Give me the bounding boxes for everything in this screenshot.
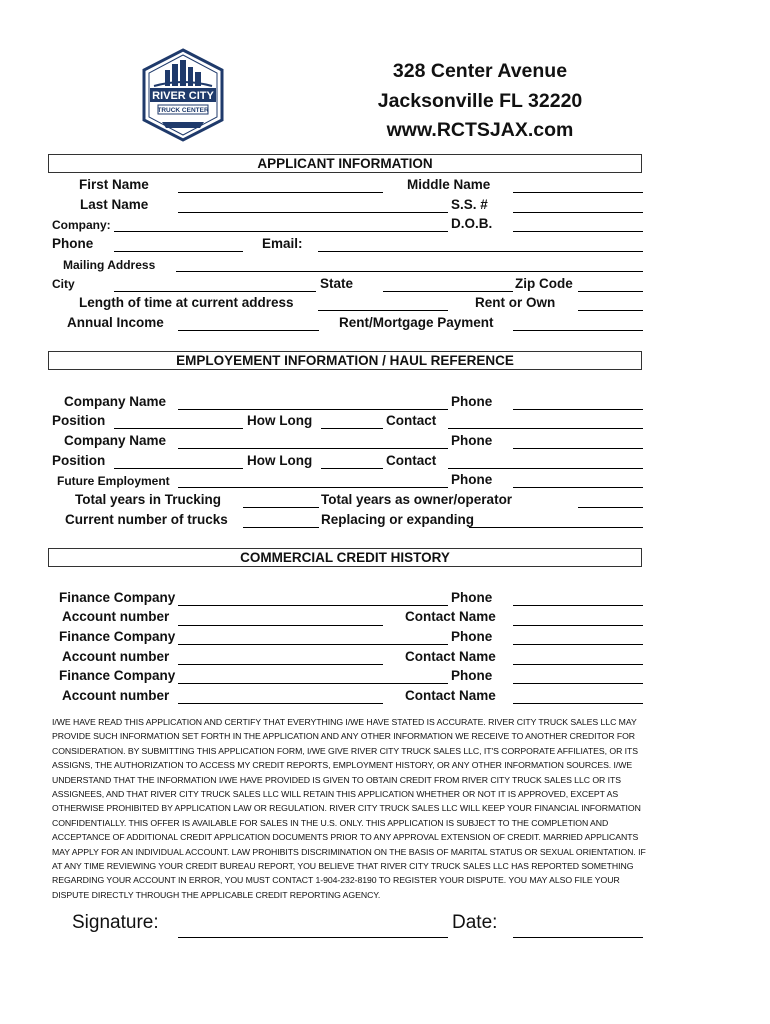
company-name-field-1[interactable] xyxy=(178,409,448,410)
contact-name-field-2[interactable] xyxy=(513,664,643,665)
future-phone-field[interactable] xyxy=(513,487,643,488)
contact-name-label-2: Contact Name xyxy=(405,649,496,664)
last-name-label: Last Name xyxy=(80,197,149,212)
address-line-1: 328 Center Avenue xyxy=(392,60,568,82)
credit-phone-label-2: Phone xyxy=(451,629,493,644)
city-label: City xyxy=(52,277,75,291)
middle-name-label: Middle Name xyxy=(407,177,491,192)
website: www.RCTSJAX.com xyxy=(386,119,574,141)
contact-name-field-3[interactable] xyxy=(513,703,643,704)
finance-company-field-1[interactable] xyxy=(178,605,448,606)
phone-label: Phone xyxy=(52,236,94,251)
credit-phone-label-3: Phone xyxy=(451,668,493,683)
contact-name-label-3: Contact Name xyxy=(405,688,496,703)
account-number-field-2[interactable] xyxy=(178,664,383,665)
company-label: Company: xyxy=(52,218,111,232)
company-name-label-2: Company Name xyxy=(64,433,167,448)
credit-phone-field-1[interactable] xyxy=(513,605,643,606)
time-at-address-field[interactable] xyxy=(318,310,448,311)
credit-phone-label-1: Phone xyxy=(451,590,493,605)
how-long-label-1: How Long xyxy=(247,413,313,428)
first-name-field[interactable] xyxy=(178,192,383,193)
account-number-field-3[interactable] xyxy=(178,703,383,704)
future-employment-field[interactable] xyxy=(178,487,448,488)
employment-phone-field-1[interactable] xyxy=(513,409,643,410)
annual-income-label: Annual Income xyxy=(67,315,164,330)
date-label: Date: xyxy=(452,912,498,933)
zip-label: Zip Code xyxy=(515,276,573,291)
account-number-label-2: Account number xyxy=(62,649,170,664)
employment-phone-label-1: Phone xyxy=(451,394,493,409)
position-field-1[interactable] xyxy=(114,428,243,429)
replacing-field[interactable] xyxy=(469,527,643,528)
contact-name-label-1: Contact Name xyxy=(405,609,496,624)
contact-label-1: Contact xyxy=(386,413,437,428)
phone-field[interactable] xyxy=(114,251,243,252)
dob-label: D.O.B. xyxy=(451,216,493,231)
finance-company-label-3: Finance Company xyxy=(59,668,176,683)
company-field[interactable] xyxy=(114,231,448,232)
company-name-label-1: Company Name xyxy=(64,394,167,409)
years-owner-label: Total years as owner/operator xyxy=(321,492,513,507)
date-field[interactable] xyxy=(513,937,643,938)
logo-subtitle: TRUCK CENTER xyxy=(157,107,209,114)
future-phone-label: Phone xyxy=(451,472,493,487)
how-long-label-2: How Long xyxy=(247,453,313,468)
section-applicant-info: APPLICANT INFORMATION xyxy=(48,154,642,173)
current-trucks-field[interactable] xyxy=(243,527,319,528)
ssn-label: S.S. # xyxy=(451,197,488,212)
replacing-label: Replacing or expanding xyxy=(321,512,475,527)
account-number-label-1: Account number xyxy=(62,609,170,624)
contact-label-2: Contact xyxy=(386,453,437,468)
rent-payment-field[interactable] xyxy=(513,330,643,331)
contact-field-1[interactable] xyxy=(448,428,643,429)
employment-phone-field-2[interactable] xyxy=(513,448,643,449)
rent-or-own-field[interactable] xyxy=(578,310,643,311)
position-label-2: Position xyxy=(52,453,106,468)
last-name-field[interactable] xyxy=(178,212,448,213)
address-line-2: Jacksonville FL 32220 xyxy=(377,90,583,112)
zip-field[interactable] xyxy=(578,291,643,292)
credit-phone-field-3[interactable] xyxy=(513,683,643,684)
signature-label: Signature: xyxy=(72,912,159,933)
position-label-1: Position xyxy=(52,413,106,428)
contact-name-field-1[interactable] xyxy=(513,625,643,626)
finance-company-field-3[interactable] xyxy=(178,683,448,684)
email-label: Email: xyxy=(262,236,303,251)
future-employment-label: Future Employment xyxy=(57,474,170,488)
years-owner-field[interactable] xyxy=(578,507,643,508)
middle-name-field[interactable] xyxy=(513,192,643,193)
finance-company-label-2: Finance Company xyxy=(59,629,176,644)
state-field[interactable] xyxy=(383,291,513,292)
account-number-field-1[interactable] xyxy=(178,625,383,626)
signature-field[interactable] xyxy=(178,937,448,938)
company-name-field-2[interactable] xyxy=(178,448,448,449)
rent-or-own-label: Rent or Own xyxy=(475,295,556,310)
contact-field-2[interactable] xyxy=(448,468,643,469)
how-long-field-2[interactable] xyxy=(321,468,383,469)
dob-field[interactable] xyxy=(513,231,643,232)
first-name-label: First Name xyxy=(79,177,149,192)
employment-phone-label-2: Phone xyxy=(451,433,493,448)
company-logo xyxy=(140,48,226,142)
credit-phone-field-2[interactable] xyxy=(513,644,643,645)
years-trucking-field[interactable] xyxy=(243,507,319,508)
account-number-label-3: Account number xyxy=(62,688,170,703)
years-trucking-label: Total years in Trucking xyxy=(75,492,222,507)
ssn-field[interactable] xyxy=(513,212,643,213)
city-field[interactable] xyxy=(114,291,316,292)
finance-company-label-1: Finance Company xyxy=(59,590,176,605)
annual-income-field[interactable] xyxy=(178,330,319,331)
how-long-field-1[interactable] xyxy=(321,428,383,429)
email-field[interactable] xyxy=(318,251,643,252)
state-label: State xyxy=(320,276,354,291)
time-at-address-label: Length of time at current address xyxy=(79,295,294,310)
current-trucks-label: Current number of trucks xyxy=(65,512,228,527)
disclaimer-text: I/WE HAVE READ THIS APPLICATION AND CERTIFY THAT EVERYTHING I/WE HAVE STATED IS ACCURATE. RIVER CITY TRUCK SALES LLC MAY PROVIDE SUCH INFORMATION SET FORTH IN THE APPLICATION AND ANY OTHER INFORMATION WE RECEIVE TO ANOTHER CREDITOR FOR CONSIDERATION. BY SUBMITTING THIS APPLICATION FORM, I/WE GIVE RIVER CITY TRUCK SALES LLC, IT'S CORPORATE AFFILIATES, OR ITS ASSIGNS, THE AUTHORIZATION TO ACCESS MY CREDIT REPORTS, EMPLOYMENT HISTORY, OR ANY OTHER INFORMATION SOURCES. I/WE UNDERSTAND THAT THE INFORMATION I/WE HAVE PROVIDED IS GIVEN TO OBTAIN CREDIT FROM RIVER CITY TRUCK SALES LLC OR ITS ASSIGNEES, AND THAT RIVER CITY TRUCK SALES LLC WILL RETAIN THIS APPLICATION WHETHER OR NOT IT IS APPROVED, EXCEPT AS OTHERWISE PROHIBITED BY APPLICATION LAW OR REGULATION. RIVER CITY TRUCK SALES LLC WILL KEEP YOUR FINANCIAL INFORMATION CONFIDENTIALLY. THIS OFFER IS AVAILABLE FOR SALES IN THE U.S. ONLY. THIS APPLICATION IS SUBJECT TO THE COMPLETION AND ACCEPTANCE OF ADDITIONAL CREDIT APPLICATION DOCUMENTS PRIOR TO ANY APPROVAL EXTENSION OF CREDIT. MARRIED APPLICANTS MAY APPLY FOR AN INDIVIDUAL ACCOUNT. LAW PROHIBITS DISCRIMINATION ON THE BASIS OF MARITAL STATUS OR SEXUAL ORIENTATION. IF AT ANY TIME REVIEWING YOUR CREDIT BUREAU REPORT, YOU BELIEVE THAT RIVER CITY TRUCK SALES LLC HAS REPORTED SOMETHING REGARDING YOUR ACCOUNT IN ERROR, YOU MUST CONTACT 1-904-232-8190 TO REGISTER YOUR DISPUTE. YOU MAY ALSO FILE YOUR DISPUTE DIRECTLY THROUGH THE APPLICABLE CREDIT REPORTING AGENCY. xyxy=(52,717,646,900)
position-field-2[interactable] xyxy=(114,468,243,469)
logo-title: RIVER CITY xyxy=(152,90,214,102)
mailing-address-label: Mailing Address xyxy=(63,258,156,272)
rent-payment-label: Rent/Mortgage Payment xyxy=(339,315,494,330)
section-employment: EMPLOYEMENT INFORMATION / HAUL REFERENCE xyxy=(48,351,642,370)
finance-company-field-2[interactable] xyxy=(178,644,448,645)
mailing-address-field[interactable] xyxy=(176,271,643,272)
section-credit-history: COMMERCIAL CREDIT HISTORY xyxy=(48,548,642,567)
